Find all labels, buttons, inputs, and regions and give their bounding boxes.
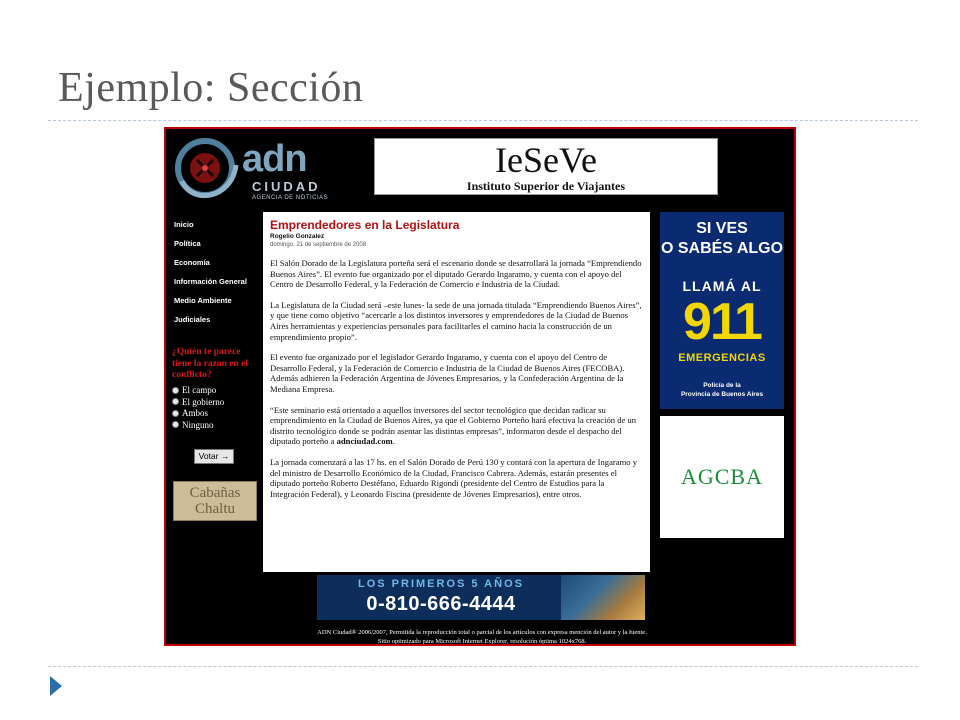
article-paragraph: El Salón Dorado de la Legislatura porteña será el escenario donde se desarrollará la jornada “Emprendiendo Buenos Aires”. El evento fue organizado por el diputado Gerardo Ingaramo, y cuenta con el apoyo del Centro de Desarrollo Federal, y la Federación de Comercio e Industria de la Ciudad. (270, 258, 642, 290)
ad-911-line3: LLAMÁ AL (682, 278, 762, 294)
nav-item-informacion-general[interactable]: Información General (174, 277, 247, 286)
radio-icon[interactable] (172, 421, 179, 428)
nav-item-politica[interactable]: Política (174, 239, 201, 248)
cabanas-line2: Chaltu (195, 501, 235, 517)
ad-911-police2: Provincia de Buenos Aires (680, 391, 764, 398)
article-link[interactable]: adnciudad.com (336, 436, 393, 447)
article-paragraph-end: . (392, 436, 395, 447)
ad-phone-banner[interactable] (317, 575, 645, 620)
poll-option[interactable] (172, 396, 262, 408)
vote-button[interactable]: Votar → (194, 449, 234, 464)
article-paragraph-text: “Este seminario está orientado a aquellos inversores del sector tecnológico que decidan radicar su emprendimiento en la Ciudad de Buenos Aires, ya que el Gobierno Porteño hará efectiva la creación de un distrito tecnológico donde se podrán asentar las distintas empresas”, informaron desde el despacho del diputado porteño a (270, 404, 637, 447)
poll-option-label: El gobierno (182, 396, 225, 407)
ad-phone-headline: LOS PRIMEROS 5 AÑOS (358, 578, 524, 590)
nav-item-economia[interactable]: Economía (174, 258, 210, 267)
ad-911[interactable] (660, 212, 784, 409)
radio-icon[interactable] (172, 387, 179, 394)
poll-option-label: Ninguno (182, 419, 214, 430)
poll-option[interactable] (172, 408, 262, 420)
site-logo[interactable] (172, 135, 332, 205)
radio-icon[interactable] (172, 410, 179, 417)
sidebar-nav (174, 215, 264, 329)
nav-item-inicio[interactable]: Inicio (174, 220, 194, 229)
logo-swirl-icon (172, 135, 244, 207)
slide-title: Ejemplo: Sección (58, 65, 364, 111)
top-divider (48, 120, 918, 121)
ad-911-police1: Policía de la (703, 382, 741, 389)
bottom-divider (48, 666, 918, 667)
ad-phone-number: 0-810-666-4444 (366, 593, 516, 615)
poll-option[interactable] (172, 385, 262, 397)
agcba-logo: AGCBA (680, 464, 763, 489)
nav-item-judiciales[interactable]: Judiciales (174, 315, 211, 324)
ieseve-banner[interactable] (374, 138, 718, 195)
poll (172, 347, 262, 431)
website-screenshot (164, 127, 796, 646)
poll-question: ¿Quién te parece tiene la razon en el conflicto? (172, 347, 248, 380)
ad-911-number: 911 (683, 293, 761, 351)
article (263, 212, 650, 572)
ad-agcba[interactable] (660, 416, 784, 538)
banner-subtitle: Instituto Superior de Viajantes (466, 179, 626, 193)
triangle-bullet-icon (50, 676, 62, 696)
article-title: Emprendedores en la Legislatura (270, 218, 460, 232)
ad-phone-image (561, 575, 645, 620)
logo-city: CIUDAD (252, 179, 321, 194)
cabanas-chaltu-ad[interactable] (173, 481, 257, 521)
logo-brand: adn (242, 138, 307, 180)
radio-icon[interactable] (172, 398, 179, 405)
article-date: domingo, 21 de septiembre de 2008 (270, 242, 367, 248)
logo-tagline: AGENCIA DE NOTICIAS (252, 195, 329, 201)
poll-option[interactable] (172, 419, 262, 431)
article-paragraph (270, 405, 643, 447)
article-author: Rogelio Gonzalez (270, 233, 325, 240)
banner-title: IeSeVe (495, 140, 597, 180)
poll-option-label: El campo (182, 385, 217, 396)
article-paragraph: La Legislatura de la Ciudad será –este lunes- la sede de una jornada titulada “Emprendiendo Buenos Aires”, y que tiene como objetivo “acercarle a los distintos inversores y emprendedores de la Ciudad de Buenos Aires herramientas y experiencias personales para facilitarles el camino hacia la construcción de un emprendimiento propio”. (270, 299, 642, 342)
article-paragraph: El evento fue organizado por el legislador Gerardo Ingaramo, y cuenta con el apoyo del Centro de Desarrollo Federal, y la Federación de Comercio e Industria de la Ciudad de Buenos Aires (FECOBA). Además adhieren la Federación Argentina de Jóvenes Empresarios, y la Confederación Argentina de la Mediana Empresa. (270, 352, 625, 394)
ad-911-line2: O SABÉS ALGO (660, 240, 784, 257)
footer-browser-note: Sitio optimizado para Microsoft Internet Explorer, resolución óptima 1024x768. (377, 638, 587, 645)
ad-911-emergencias: EMERGENCIAS (678, 352, 766, 364)
ad-911-line1: SI VES (696, 220, 748, 237)
poll-option-label: Ambos (182, 408, 209, 419)
footer-copyright: ADN Ciudad® 2006/2007, Permitida la reproducción total o parcial de los artículos con expresa mención del autor y la fuente. (317, 629, 647, 636)
nav-item-medio-ambiente[interactable]: Medio Ambiente (174, 296, 232, 305)
cabanas-line1: Cabañas (189, 485, 241, 501)
article-paragraph: La jornada comenzará a las 17 hs. en el Salón Dorado de Perú 130 y contará con la apertura de Ingaramo y del ministro de Desarrollo Económico de la Ciudad, Francisco Cabrera. Además, estarán presentes el diputado porteño Roberto Destéfano, Eduardo Rigondi (presidente del Centro de Estudios para la Integración Federal), y Leonardo Fiscina (presidente de Jóvenes Empresarios), entre otros. (270, 456, 637, 499)
